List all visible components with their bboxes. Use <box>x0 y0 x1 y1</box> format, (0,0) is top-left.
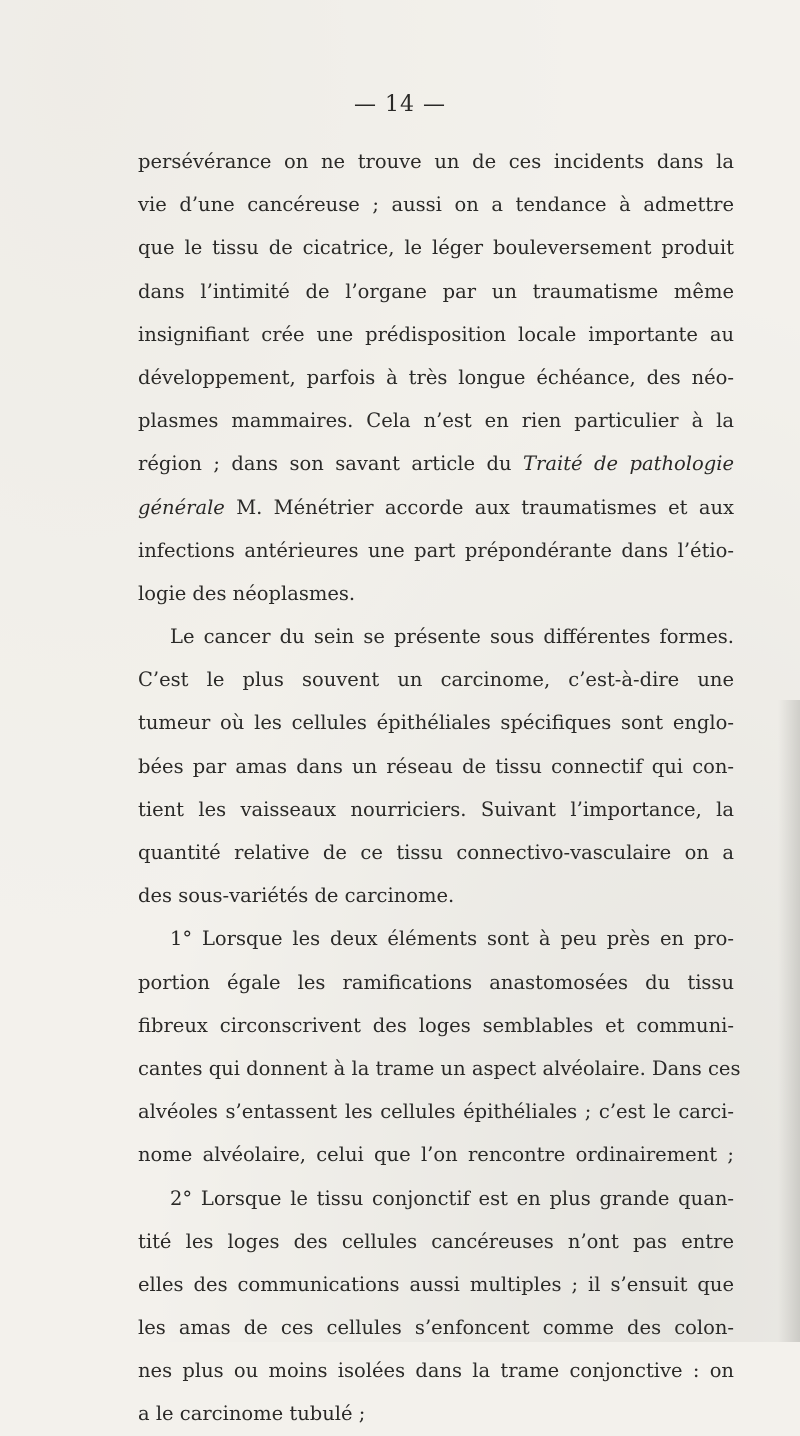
text-line: infections antérieures une part prépondérante dans l’étio- <box>138 538 734 562</box>
text-line: des sous-variétés de carcinome. <box>138 884 455 908</box>
text-line: vie d’une cancéreuse ; aussi on a tendance à admettre <box>138 193 734 217</box>
text-line: les amas de ces cellules s’enfoncent comme des colon- <box>138 1316 734 1340</box>
text-line-with-title <box>138 442 734 485</box>
text-line: insignifiant crée une prédisposition locale importante au <box>138 322 734 346</box>
text-line: persévérance on ne trouve un de ces incidents dans la <box>138 150 734 173</box>
text-line: a le carcinome tubulé ; <box>138 1402 366 1426</box>
text-line: logie des néoplasmes. <box>138 581 356 605</box>
text-line: Le cancer du sein se présente sous différentes formes. <box>170 625 734 649</box>
text-line: plasmes mammaires. Cela n’est en rien particulier à la <box>138 409 734 433</box>
text-line: nome alvéolaire, celui que l’on rencontre ordinairement ; <box>138 1143 734 1167</box>
page-number: — 14 — <box>354 92 446 117</box>
text-line: tité les loges des cellules cancéreuses n’ont pas entre <box>138 1229 734 1253</box>
text-line: développement, parfois à très longue échéance, des néo- <box>138 365 734 389</box>
body-text <box>138 140 741 1436</box>
text-line: fibreux circonscrivent des loges semblables et communi- <box>138 1013 734 1037</box>
text-line: elles des communications aussi multiples ; il s’ensuit que <box>138 1272 734 1296</box>
text-line: C’est le plus souvent un carcinome, c’est-à-dire une <box>138 668 734 692</box>
italic-title-continued: générale <box>138 495 225 519</box>
text-line: quantité relative de ce tissu connectivo-vasculaire on a <box>138 841 734 864</box>
italic-title: Traité de pathologie <box>523 452 734 476</box>
text-line: cantes qui donnent à la trame un aspect alvéolaire. Dans ces <box>138 1056 741 1080</box>
text-line: 2° Lorsque le tissu conjonctif est en plus grande quan- <box>170 1186 734 1210</box>
text-line-with-title <box>138 486 734 529</box>
text-segment: région ; dans son savant article du <box>138 452 512 476</box>
text-line: que le tissu de cicatrice, le léger bouleversement produit <box>138 236 734 260</box>
text-line: 1° Lorsque les deux éléments sont à peu près en pro- <box>170 927 734 951</box>
text-line: nes plus ou moins isolées dans la trame conjonctive : on <box>138 1359 734 1383</box>
page-edge-shadow <box>778 700 800 1342</box>
text-line: dans l’intimité de l’organe par un traumatisme même <box>138 279 734 303</box>
text-segment: M. Ménétrier accorde aux traumatismes et aux <box>236 495 734 519</box>
text-line: tient les vaisseaux nourriciers. Suivant l’importance, la <box>138 797 734 821</box>
text-line: bées par amas dans un réseau de tissu connectif qui con- <box>138 754 734 778</box>
text-line: tumeur où les cellules épithéliales spécifiques sont englo- <box>138 711 734 735</box>
text-line: alvéoles s’entassent les cellules épithéliales ; c’est le carci- <box>138 1100 734 1124</box>
text-line: portion égale les ramifications anastomosées du tissu <box>138 970 734 994</box>
